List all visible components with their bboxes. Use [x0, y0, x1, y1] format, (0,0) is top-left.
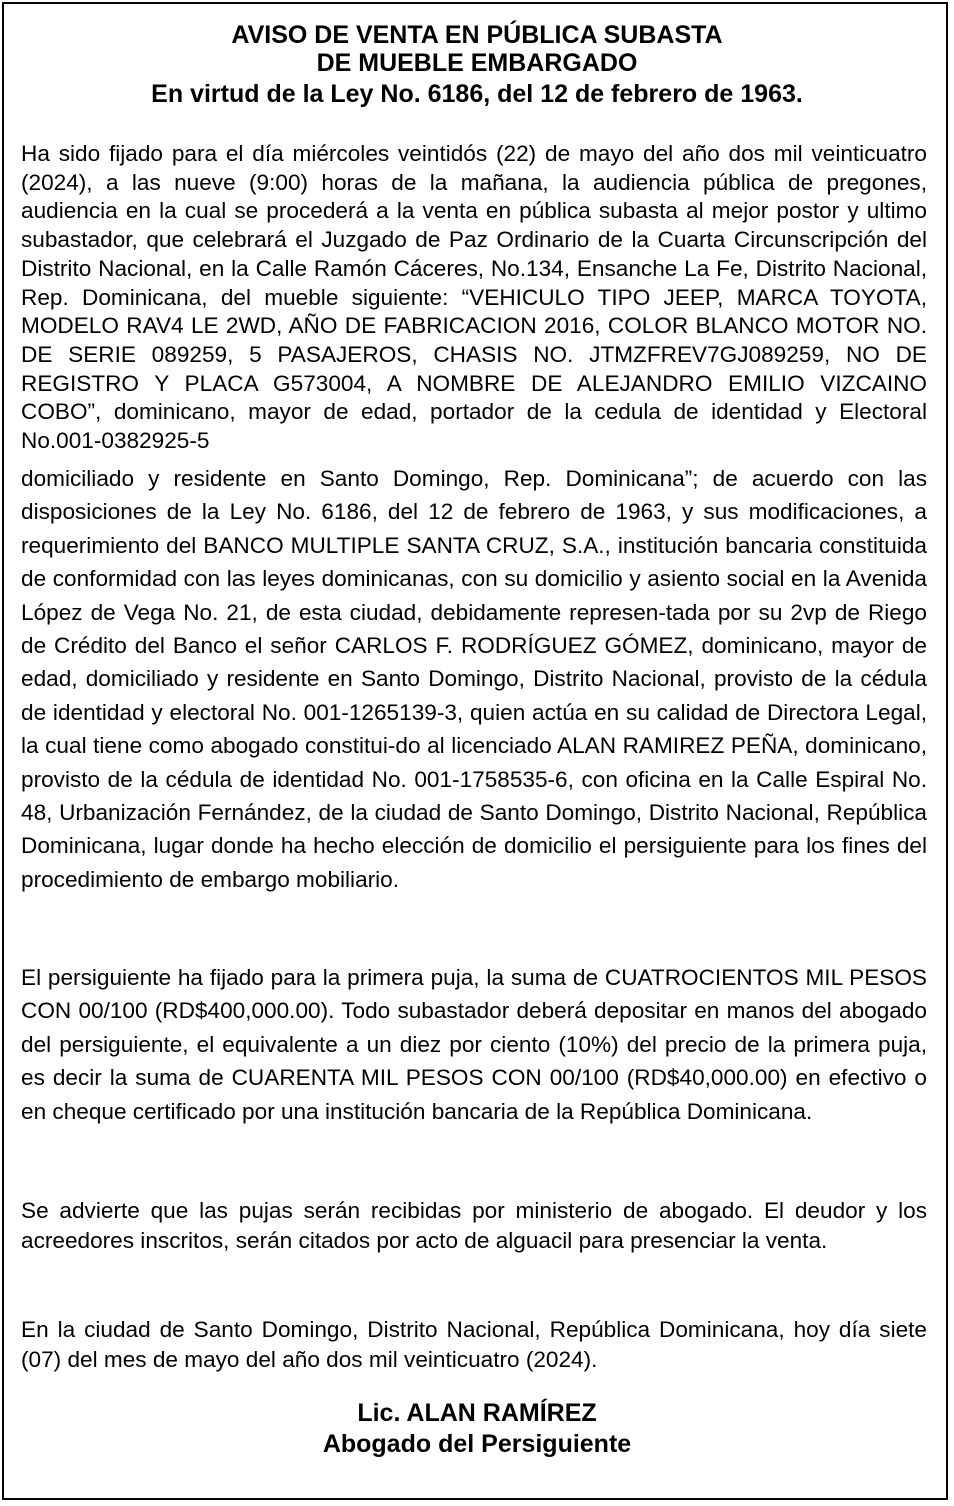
notice-paragraph-1a: Ha sido fijado para el día miércoles veintidós (22) de mayo del año dos mil veinticuatro (2024), a las nueve (9:00) horas de la mañana, la audiencia pública de pregones, audiencia en la cual se procederá a la venta en pública subasta al mejor postor y ultimo subastador, que celebrará el Juzgado de Paz Ordinario de la Cuarta Circunscripción del Distrito Nacional, en la Calle Ramón Cáceres, No.134, Ensanche La Fe, Distrito Nacional, Rep. Dominicana, del mueble siguiente: “VEHICULO TIPO JEEP, MARCA TOYOTA, MODELO RAV4 LE 2WD, AÑO DE FABRICACION 2016, COLOR BLANCO MOTOR NO. DE SERIE 089259, 5 PASAJEROS, CHASIS NO. JTMZFREV7GJ089259, NO DE REGISTRO Y PLACA G573004, A NOMBRE DE ALEJANDRO EMILIO VIZCAINO COBO”, dominicano, mayor de edad, portador de la cedula de identidad y Electoral No.001-0382925-5: [21, 141, 927, 454]
signature-name: Lic. ALAN RAMÍREZ: [357, 1399, 597, 1427]
notice-paragraph-4: En la ciudad de Santo Domingo, Distrito Nacional, República Dominicana, hoy día siete (07) del mes de mayo del año dos mil veinticuatro (2024).: [21, 1317, 927, 1372]
notice-title-line1: AVISO DE VENTA EN PÚBLICA SUBASTA: [231, 21, 723, 49]
notice-paragraph-3: Se advierte que las pujas serán recibidas por ministerio de abogado. El deudor y los acreedores inscritos, serán citados por acto de alguacil para presenciar la venta.: [21, 1198, 927, 1253]
signature-role: Abogado del Persiguiente: [322, 1430, 632, 1458]
notice-paragraph-2: El persiguiente ha fijado para la primera puja, la suma de CUATROCIENTOS MIL PESOS CON 00/100 (RD$400,000.00). Todo subastador deberá depositar en manos del abogado del persiguiente, el equivalente a un diez por ciento (10%) del precio de la primera puja, es decir la suma de CUARENTA MIL PESOS CON 00/100 (RD$40,000.00) en efectivo o en cheque certificado por una institución bancaria de la República Dominicana.: [21, 965, 927, 1124]
notice-paragraph-1b: domiciliado y residente en Santo Domingo, Rep. Dominicana”; de acuerdo con las disposiciones de la Ley No. 6186, del 12 de febrero de 1963, y sus modificaciones, a requerimiento del BANCO MULTIPLE SANTA CRUZ, S.A., institución bancaria constituida de conformidad con las leyes dominicanas, con su domicilio y asiento social en la Avenida López de Vega No. 21, de esta ciudad, debidamente represen-tada por su 2vp de Riego de Crédito del Banco el señor CARLOS F. RODRÍGUEZ GÓMEZ, dominicano, mayor de edad, domiciliado y residente en Santo Domingo, Distrito Nacional, provisto de la cédula de identidad y electoral No. 001-1265139-3, quien actúa en su calidad de Directora Legal, la cual tiene como abogado constitui-do al licenciado ALAN RAMIREZ PEÑA, dominicano, provisto de la cédula de identidad No. 001-1758535-6, con oficina en la Calle Espiral No. 48, Urbanización Fernández, de la ciudad de Santo Domingo, Distrito Nacional, República Dominicana, lugar donde ha hecho elección de domicilio el persiguiente para los fines del procedimiento de embargo mobiliario.: [21, 466, 927, 892]
notice-title-line3: En virtud de la Ley No. 6186, del 12 de febrero de 1963.: [151, 80, 803, 108]
notice-title-line2: DE MUEBLE EMBARGADO: [316, 49, 638, 77]
